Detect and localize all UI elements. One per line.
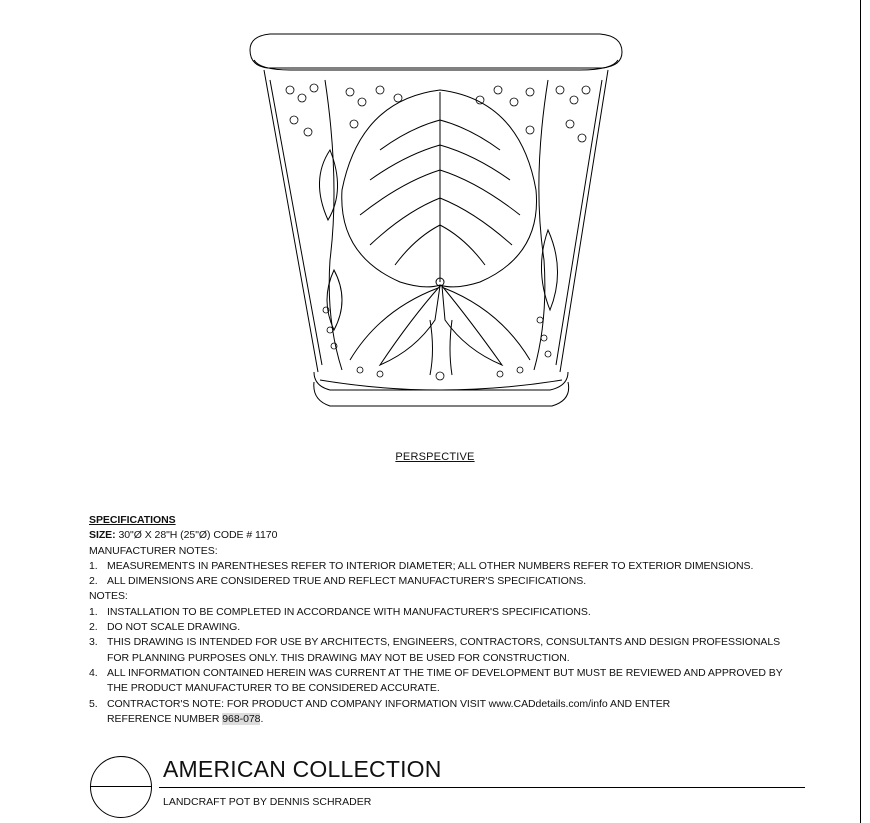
manufacturer-note: 2. ALL DIMENSIONS ARE CONSIDERED TRUE AND REFLECT MANUFACTURER'S SPECIFICATIONS.: [89, 575, 587, 588]
sheet-border-line: [860, 0, 861, 823]
title-block-circle: [90, 756, 152, 818]
note-item-continuation: THE PRODUCT MANUFACTURER TO BE CONSIDERED ACCURATE.: [107, 682, 440, 695]
size-line: [89, 528, 829, 543]
drawing-caption: PERSPECTIVE: [395, 451, 475, 463]
manufacturer-notes-heading: MANUFACTURER NOTES:: [89, 544, 218, 557]
note-item: 4. ALL INFORMATION CONTAINED HEREIN WAS CURRENT AT THE TIME OF DEVELOPMENT BUT MUST BE REVIEWED AND APPROVED BY: [89, 666, 783, 679]
notes-heading: NOTES:: [89, 590, 128, 603]
note-item: 5. CONTRACTOR'S NOTE: FOR PRODUCT AND COMPANY INFORMATION VISIT www.CADdetails.com/info AND ENTER: [89, 697, 671, 710]
note-item: 2. DO NOT SCALE DRAWING.: [89, 621, 241, 634]
manufacturer-note: 1. MEASUREMENTS IN PARENTHESES REFER TO INTERIOR DIAMETER; ALL OTHER NUMBERS REFER TO EXTERIOR DIMENSIONS.: [89, 559, 754, 572]
title-block: [89, 756, 809, 816]
pot-rim: [250, 34, 622, 68]
pot-leaf: [342, 90, 537, 287]
specifications-block: [89, 513, 829, 727]
pot-perspective-drawing: [230, 20, 650, 440]
note-item-continuation: FOR PLANNING PURPOSES ONLY. THIS DRAWING MAY NOT BE USED FOR CONSTRUCTION.: [107, 651, 570, 664]
sheet-title: AMERICAN COLLECTION: [163, 756, 442, 782]
size-value: 30"Ø X 28"H (25"Ø) CODE # 1170: [118, 529, 278, 542]
specifications-heading: SPECIFICATIONS: [89, 514, 176, 526]
pot-body: [264, 70, 608, 372]
title-block-rule: [159, 787, 805, 788]
reference-number: 968-078: [222, 712, 261, 725]
pot-base: [314, 372, 568, 390]
note-item: 1. INSTALLATION TO BE COMPLETED IN ACCORDANCE WITH MANUFACTURER'S SPECIFICATIONS.: [89, 605, 591, 618]
sheet-subtitle: LANDCRAFT POT BY DENNIS SCHRADER: [163, 796, 372, 808]
note-item-continuation: REFERENCE NUMBER 968-078.: [107, 712, 264, 725]
note-item: 3. THIS DRAWING IS INTENDED FOR USE BY ARCHITECTS, ENGINEERS, CONTRACTORS, CONSULTANTS AND DESIGN PROFESSIONALS: [89, 636, 781, 649]
size-label: SIZE:: [89, 529, 116, 542]
title-block-circle-divider: [90, 786, 151, 787]
